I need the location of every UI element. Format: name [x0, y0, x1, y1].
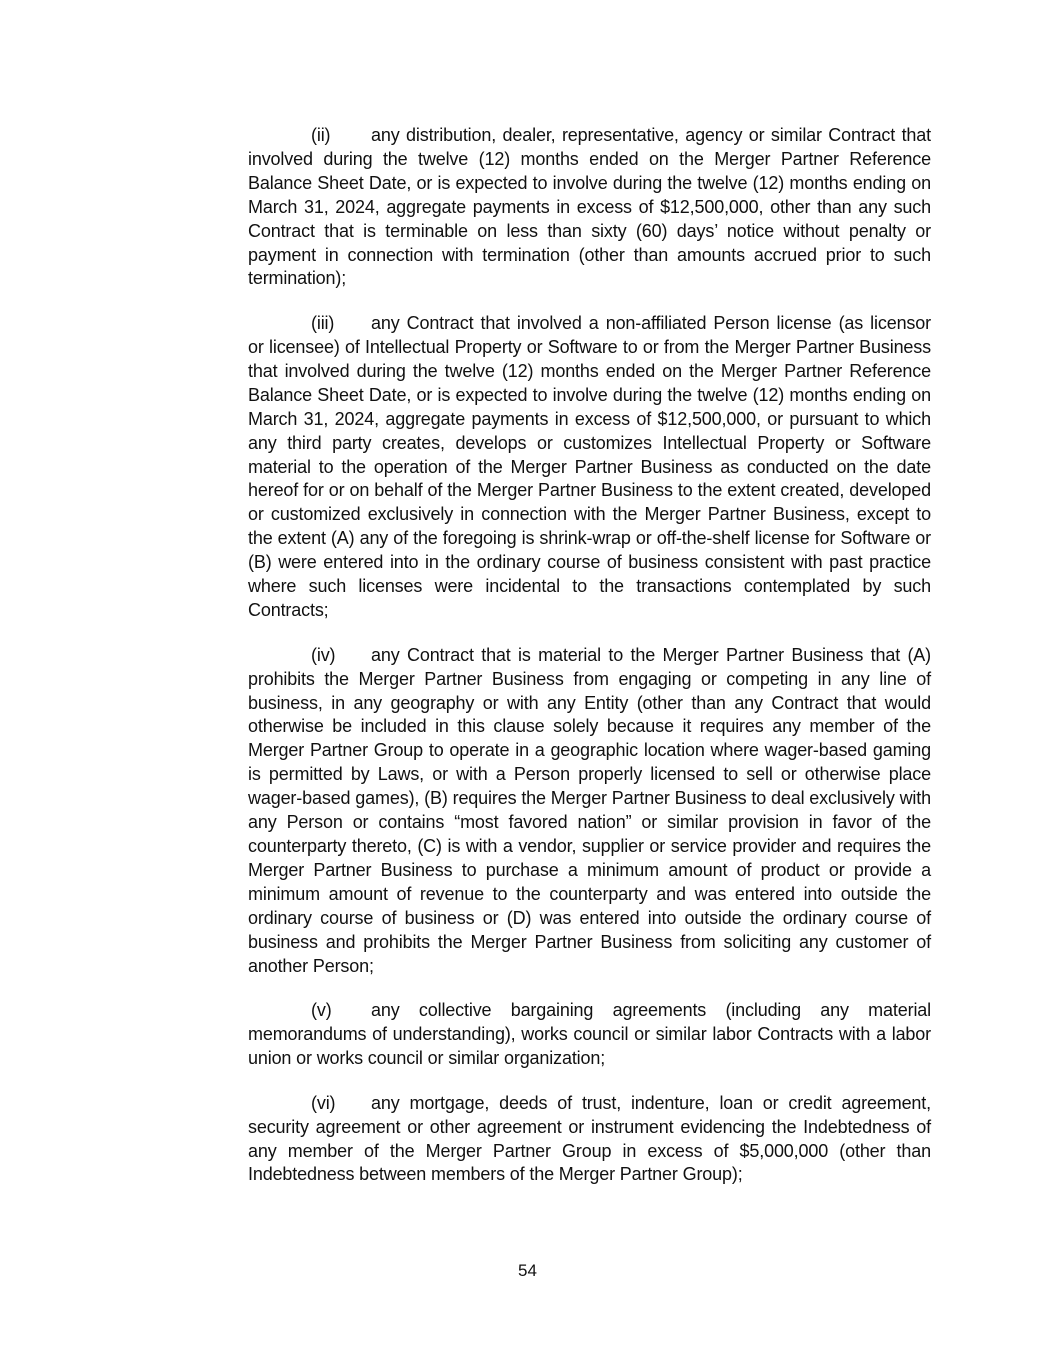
page-number: 54 — [518, 1261, 537, 1280]
clause-number: (ii) — [311, 125, 331, 145]
clause-iii — [248, 312, 931, 623]
document-body — [248, 124, 931, 1208]
clause-text: any distribution, dealer, representative, agency or similar Contract that involved during the twelve (12) months ended on the Merger Partner Reference Balance Sheet Date, or is expected to involve during the twelve (12) months ending on March 31, 2024, aggregate payments in excess of $12,500,000, other than any such Contract that is terminable on less than sixty (60) days’ notice without penalty or payment in connection with termination (other than amounts accrued prior to such termination); — [248, 125, 931, 289]
clause-text: any collective bargaining agreements (including any material memorandums of understanding), works council or similar labor Contracts with a labor union or works council or similar organization; — [248, 1000, 931, 1069]
clause-text: any Contract that is material to the Merger Partner Business that (A) prohibits the Merger Partner Business from engaging or competing in any line of business, in any geography or with any Entity (other than any Contract that would otherwise be included in this clause solely because it requires any member of the Merger Partner Group to operate in a geographic location where wager-based gaming is permitted by Laws, or with a Person properly licensed to sell or otherwise place wager-based games), (B) requires the Merger Partner Business to deal exclusively with any Person or contains “most favored nation” or similar provision in favor of the counterparty thereto, (C) is with a vendor, supplier or service provider and requires the Merger Partner Business to purchase a minimum amount of product or provide a minimum amount of revenue to the counterparty and was entered into outside the ordinary course of business or (D) was entered into outside the ordinary course of business and prohibits the Merger Partner Business from soliciting any customer of another Person; — [248, 644, 931, 976]
clause-number: (iii) — [311, 313, 335, 334]
clause-number: (iv) — [311, 644, 336, 665]
clause-iv — [248, 644, 931, 979]
clause-v — [248, 999, 931, 1071]
clause-number: (vi) — [311, 1092, 336, 1113]
clause-number: (v) — [311, 1000, 332, 1021]
clause-ii — [248, 124, 931, 291]
clause-text: any mortgage, deeds of trust, indenture, loan or credit agreement, security agreement or other agreement or instrument evidencing the Indebtedness of any member of the Merger Partner Group in excess of $5,000,000 (other than Indebtedness between members of the Merger Partner Group); — [248, 1092, 931, 1185]
clause-vi — [248, 1092, 931, 1188]
clause-text: any Contract that involved a non-affiliated Person license (as licensor or licensee) of Intellectual Property or Software to or from the Merger Partner Business that involved during the twelve (12) months ended on the Merger Partner Reference Balance Sheet Date, or is expected to involve during the twelve (12) months ending on March 31, 2024, aggregate payments in excess of $12,500,000, or pursuant to which any third party creates, develops or customizes Intellectual Property or Software material to the operation of the Merger Partner Business as conducted on the date hereof for or on behalf of the Merger Partner Business to the extent created, developed or customized exclusively in connection with the Merger Partner Business, except to the extent (A) any of the foregoing is shrink-wrap or off-the-shelf license for Software or (B) were entered into in the ordinary course of business consistent with past practice where such licenses were incidental to the transactions contemplated by such Contracts; — [248, 313, 931, 621]
